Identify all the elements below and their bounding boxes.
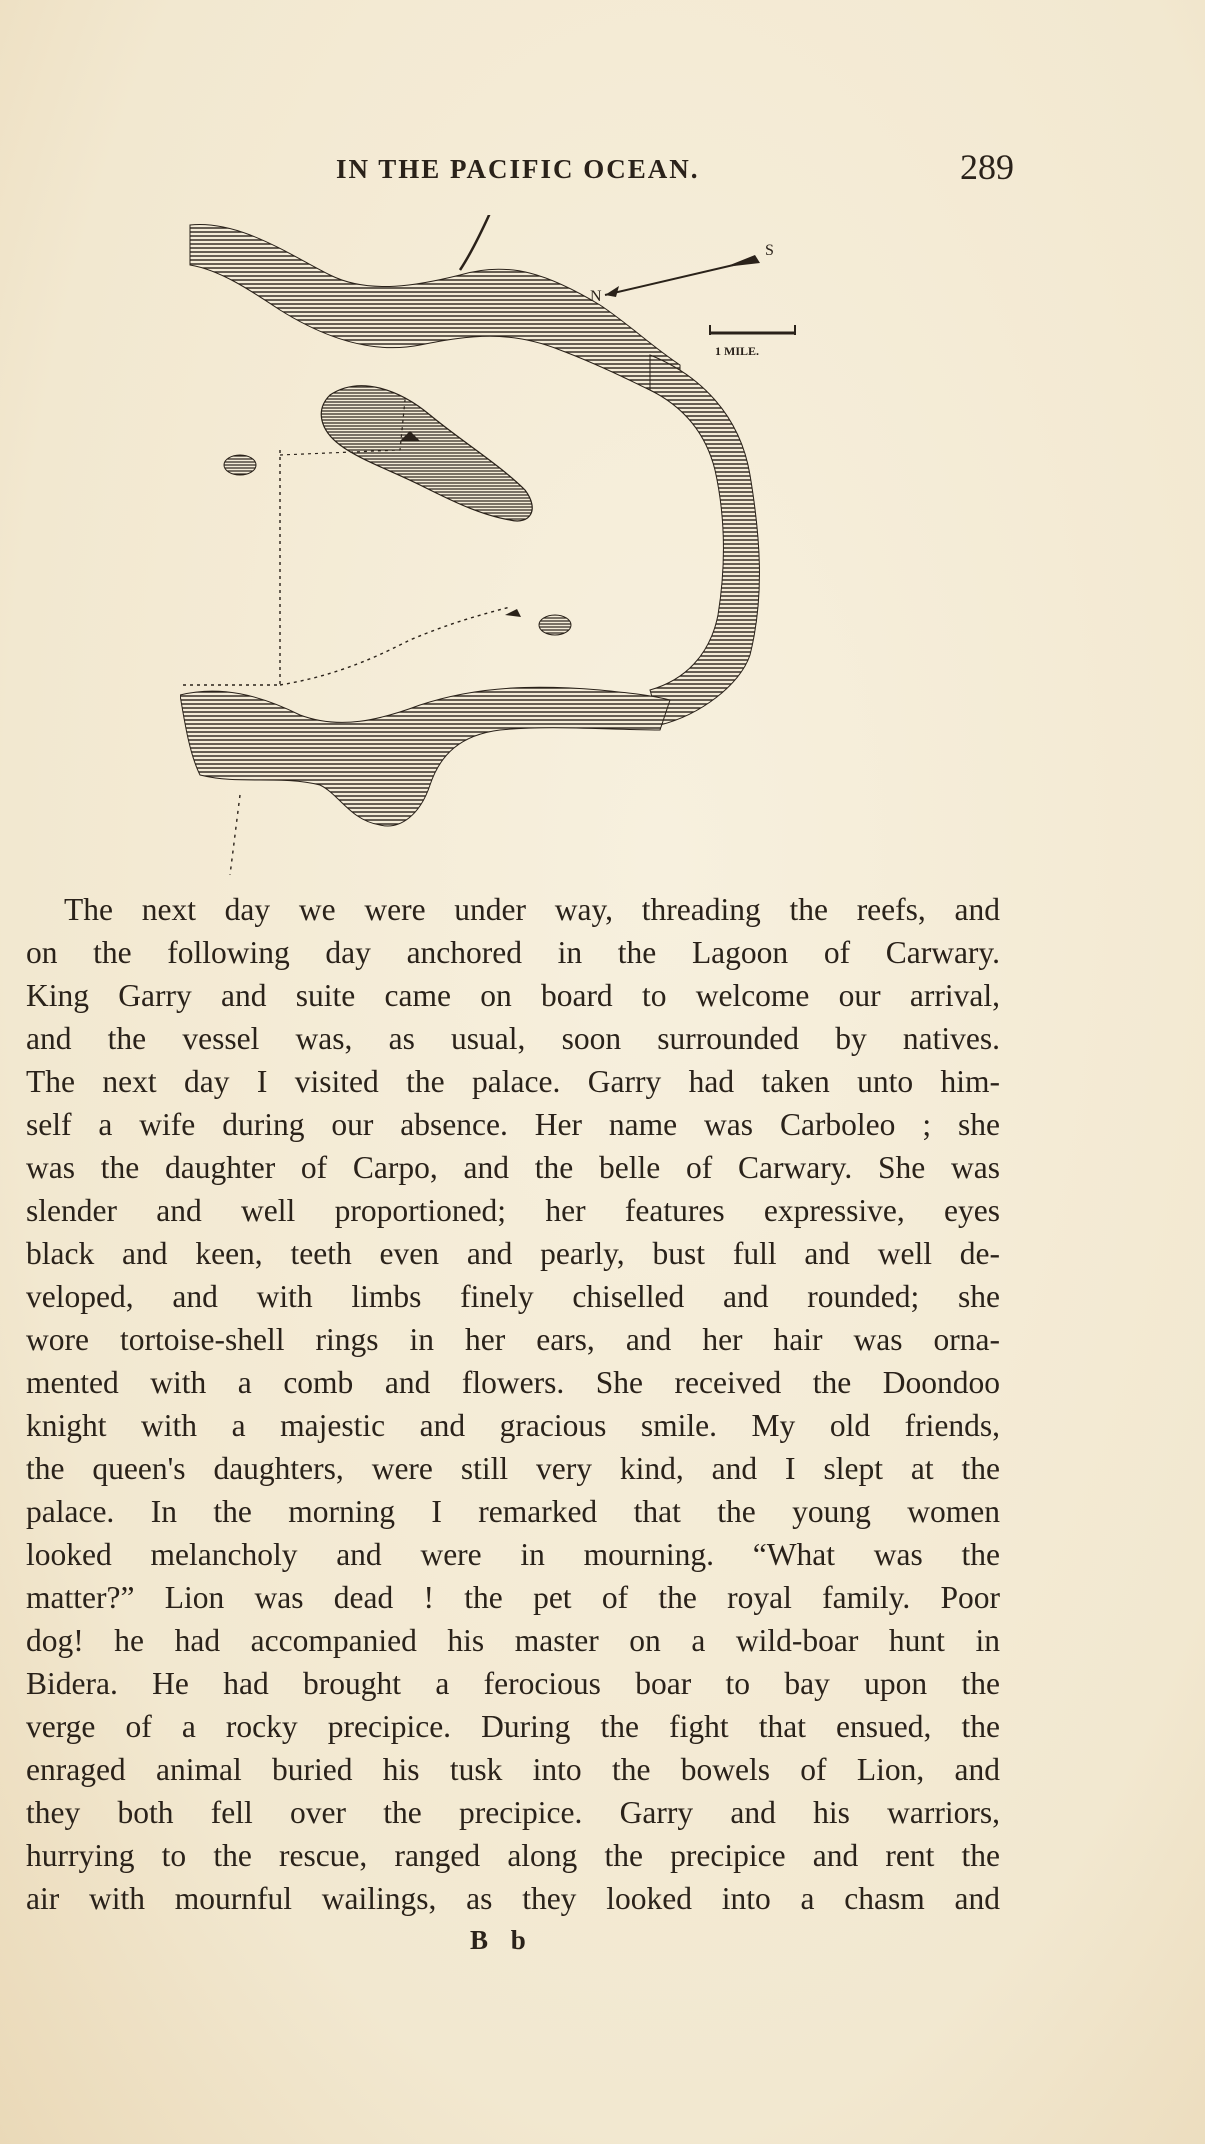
- body-text: [26, 888, 1000, 1920]
- lagoon-map-illustration: [180, 215, 840, 875]
- north-reef: [190, 225, 680, 405]
- route-line: [180, 450, 280, 685]
- east-reef: [650, 355, 759, 725]
- text-line: The next day I visited the palace. Garry had taken unto him-: [26, 1064, 1000, 1099]
- south-reef: [180, 687, 670, 826]
- text-line: and the vessel was, as usual, soon surrounded by natives.: [26, 1021, 1000, 1056]
- running-head: [330, 147, 1030, 190]
- center-islet: [539, 615, 571, 635]
- text-line: was the daughter of Carpo, and the belle of Carwary. She was: [26, 1150, 1000, 1185]
- text-line: hurrying to the rescue, ranged along the precipice and rent the: [26, 1838, 1000, 1873]
- text-line: looked melancholy and were in mourning. “What was the: [26, 1537, 1000, 1572]
- text-line: self a wife during our absence. Her name was Carboleo ; she: [26, 1107, 1000, 1142]
- text-line: enraged animal buried his tusk into the bowels of Lion, and: [26, 1752, 1000, 1787]
- lagoon-island: [321, 386, 532, 521]
- north-arrow-head: [605, 286, 619, 297]
- text-line: slender and well proportioned; her features expressive, eyes: [26, 1193, 1000, 1228]
- text-line: wore tortoise-shell rings in her ears, and her hair was orna-: [26, 1322, 1000, 1357]
- route-line-2: [280, 607, 510, 685]
- text-line: matter?” Lion was dead ! the pet of the royal family. Poor: [26, 1580, 1000, 1615]
- running-title: IN THE PACIFIC OCEAN.: [336, 154, 700, 184]
- signature-mark: B b: [470, 1925, 534, 1955]
- page-number: 289: [960, 147, 1014, 187]
- text-line: dog! he had accompanied his master on a wild-boar hunt in: [26, 1623, 1000, 1658]
- text-line: verge of a rocky precipice. During the fight that ensued, the: [26, 1709, 1000, 1744]
- ship-marker: [505, 609, 521, 617]
- north-label: N: [590, 288, 602, 305]
- west-islet: [224, 455, 256, 475]
- text-line: King Garry and suite came on board to welcome our arrival,: [26, 978, 1000, 1013]
- text-line: The next day we were under way, threading the reefs, and: [64, 892, 1000, 927]
- text-line: veloped, and with limbs finely chiselled and rounded; she: [26, 1279, 1000, 1314]
- channel-mark: [460, 215, 490, 270]
- south-label: S: [765, 242, 774, 259]
- text-line: black and keen, teeth even and pearly, bust full and well de-: [26, 1236, 1000, 1271]
- text-line: knight with a majestic and gracious smile. My old friends,: [26, 1408, 1000, 1443]
- route-line-3: [230, 795, 240, 875]
- text-line: on the following day anchored in the Lagoon of Carwary.: [26, 935, 1000, 970]
- text-line: mented with a comb and flowers. She received the Doondoo: [26, 1365, 1000, 1400]
- text-line: air with mournful wailings, as they looked into a chasm and: [26, 1881, 1000, 1916]
- text-line: they both fell over the precipice. Garry and his warriors,: [26, 1795, 1000, 1830]
- text-line: the queen's daughters, were still very kind, and I slept at the: [26, 1451, 1000, 1486]
- scale-label: 1 MILE.: [715, 344, 760, 358]
- north-arrow-feather: [725, 255, 760, 267]
- text-line: Bidera. He had brought a ferocious boar to bay upon the: [26, 1666, 1000, 1701]
- text-line: palace. In the morning I remarked that the young women: [26, 1494, 1000, 1529]
